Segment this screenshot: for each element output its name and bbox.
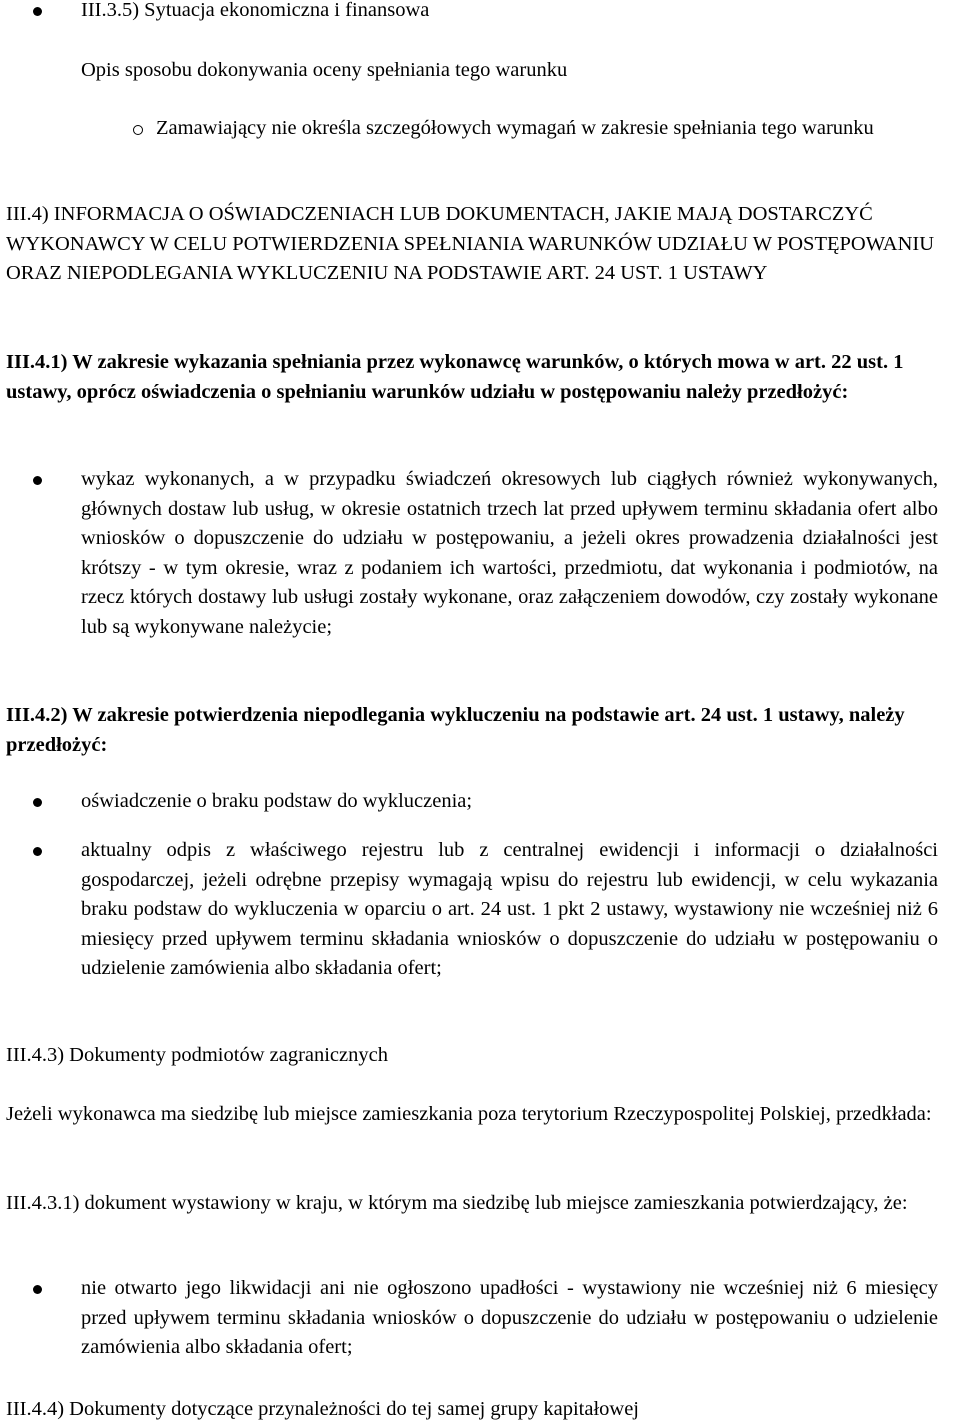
list-item: nie otwarto jego likwidacji ani nie ogłoszono upadłości - wystawiony nie wcześniej niż 6 miesięcy przed upływem terminu składania wniosków o dopuszczenie do udziału w postępowaniu o udzielenie zamówienia albo składania ofert;	[81, 1277, 938, 1358]
section-3-4-1-heading: III.4.1) W zakresie wykazania spełniania przez wykonawcę warunków, o których mowa w art. 22 ust. 1 ustawy, oprócz oświadczenia o spełnianiu warunków udziału w postępowaniu należy przedłożyć:	[6, 351, 904, 403]
list-item: aktualny odpis z właściwego rejestru lub z centralnej ewidencji i informacji o działalności gospodarczej, jeżeli odrębne przepisy wymagają wpisu do rejestru lub ewidencji, w celu wykazania braku podstaw do wykluczenia w oparciu o art. 24 ust. 1 pkt 2 ustawy, wystawiony nie wcześniej niż 6 miesięcy przed upływem terminu składania wniosków o dopuszczenie do udziału w postępowaniu o udzielenie zamówienia albo składania ofert;	[81, 839, 938, 979]
circle-bullet	[133, 125, 143, 135]
bullet-dot	[33, 798, 42, 807]
section-3-4-heading: III.4) INFORMACJA O OŚWIADCZENIACH LUB DOKUMENTACH, JAKIE MAJĄ DOSTARCZYĆ WYKONAWCY W CELU POTWIERDZENIA SPEŁNIANIA WARUNKÓW UDZIAŁU W POSTĘPOWANIU ORAZ NIEPODLEGANIA WYKLUCZENIU NA PODSTAWIE ART. 24 UST. 1 USTAWY	[6, 203, 935, 284]
bullet-dot	[33, 1285, 42, 1294]
list-item: Zamawiający nie określa szczegółowych wymagań w zakresie spełniania tego warunku	[156, 117, 874, 139]
list-item: oświadczenie o braku podstaw do wykluczenia;	[81, 790, 473, 812]
bullet-dot	[33, 7, 42, 16]
bullet-dot	[33, 476, 42, 485]
section-3-3-5-heading: III.3.5) Sytuacja ekonomiczna i finansowa	[81, 0, 430, 21]
bullet-dot	[33, 847, 42, 856]
list-item: wykaz wykonanych, a w przypadku świadczeń okresowych lub ciągłych również wykonywanych, głównych dostaw lub usług, w okresie ostatnich trzech lat przed upływem terminu składania ofert albo wniosków o dopuszczenie do udziału w postępowaniu, a jeżeli okres prowadzenia działalności jest krótszy - w tym okresie, wraz z podaniem ich wartości, przedmiotu, dat wykonania i podmiotów, na rzecz których dostawy lub usługi zostały wykonane, oraz załączeniem dowodów, czy zostały wykonane lub są wykonywane należycie;	[81, 468, 938, 638]
section-3-4-2-heading: III.4.2) W zakresie potwierdzenia niepodlegania wykluczeniu na podstawie art. 24 ust. 1 ustawy, należy przedłożyć:	[6, 704, 905, 756]
section-3-4-3-heading: III.4.3) Dokumenty podmiotów zagranicznych	[6, 1044, 388, 1066]
foreign-intro: Jeżeli wykonawca ma siedzibę lub miejsce zamieszkania poza terytorium Rzeczypospolitej Polskiej, przedkłada:	[6, 1103, 932, 1125]
method-label: Opis sposobu dokonywania oceny spełniania tego warunku	[81, 59, 568, 81]
section-3-4-4-heading: III.4.4) Dokumenty dotyczące przynależności do tej samej grupy kapitałowej	[6, 1398, 639, 1420]
section-3-4-3-1-heading: III.4.3.1) dokument wystawiony w kraju, w którym ma siedzibę lub miejsce zamieszkania potwierdzający, że:	[6, 1192, 908, 1214]
